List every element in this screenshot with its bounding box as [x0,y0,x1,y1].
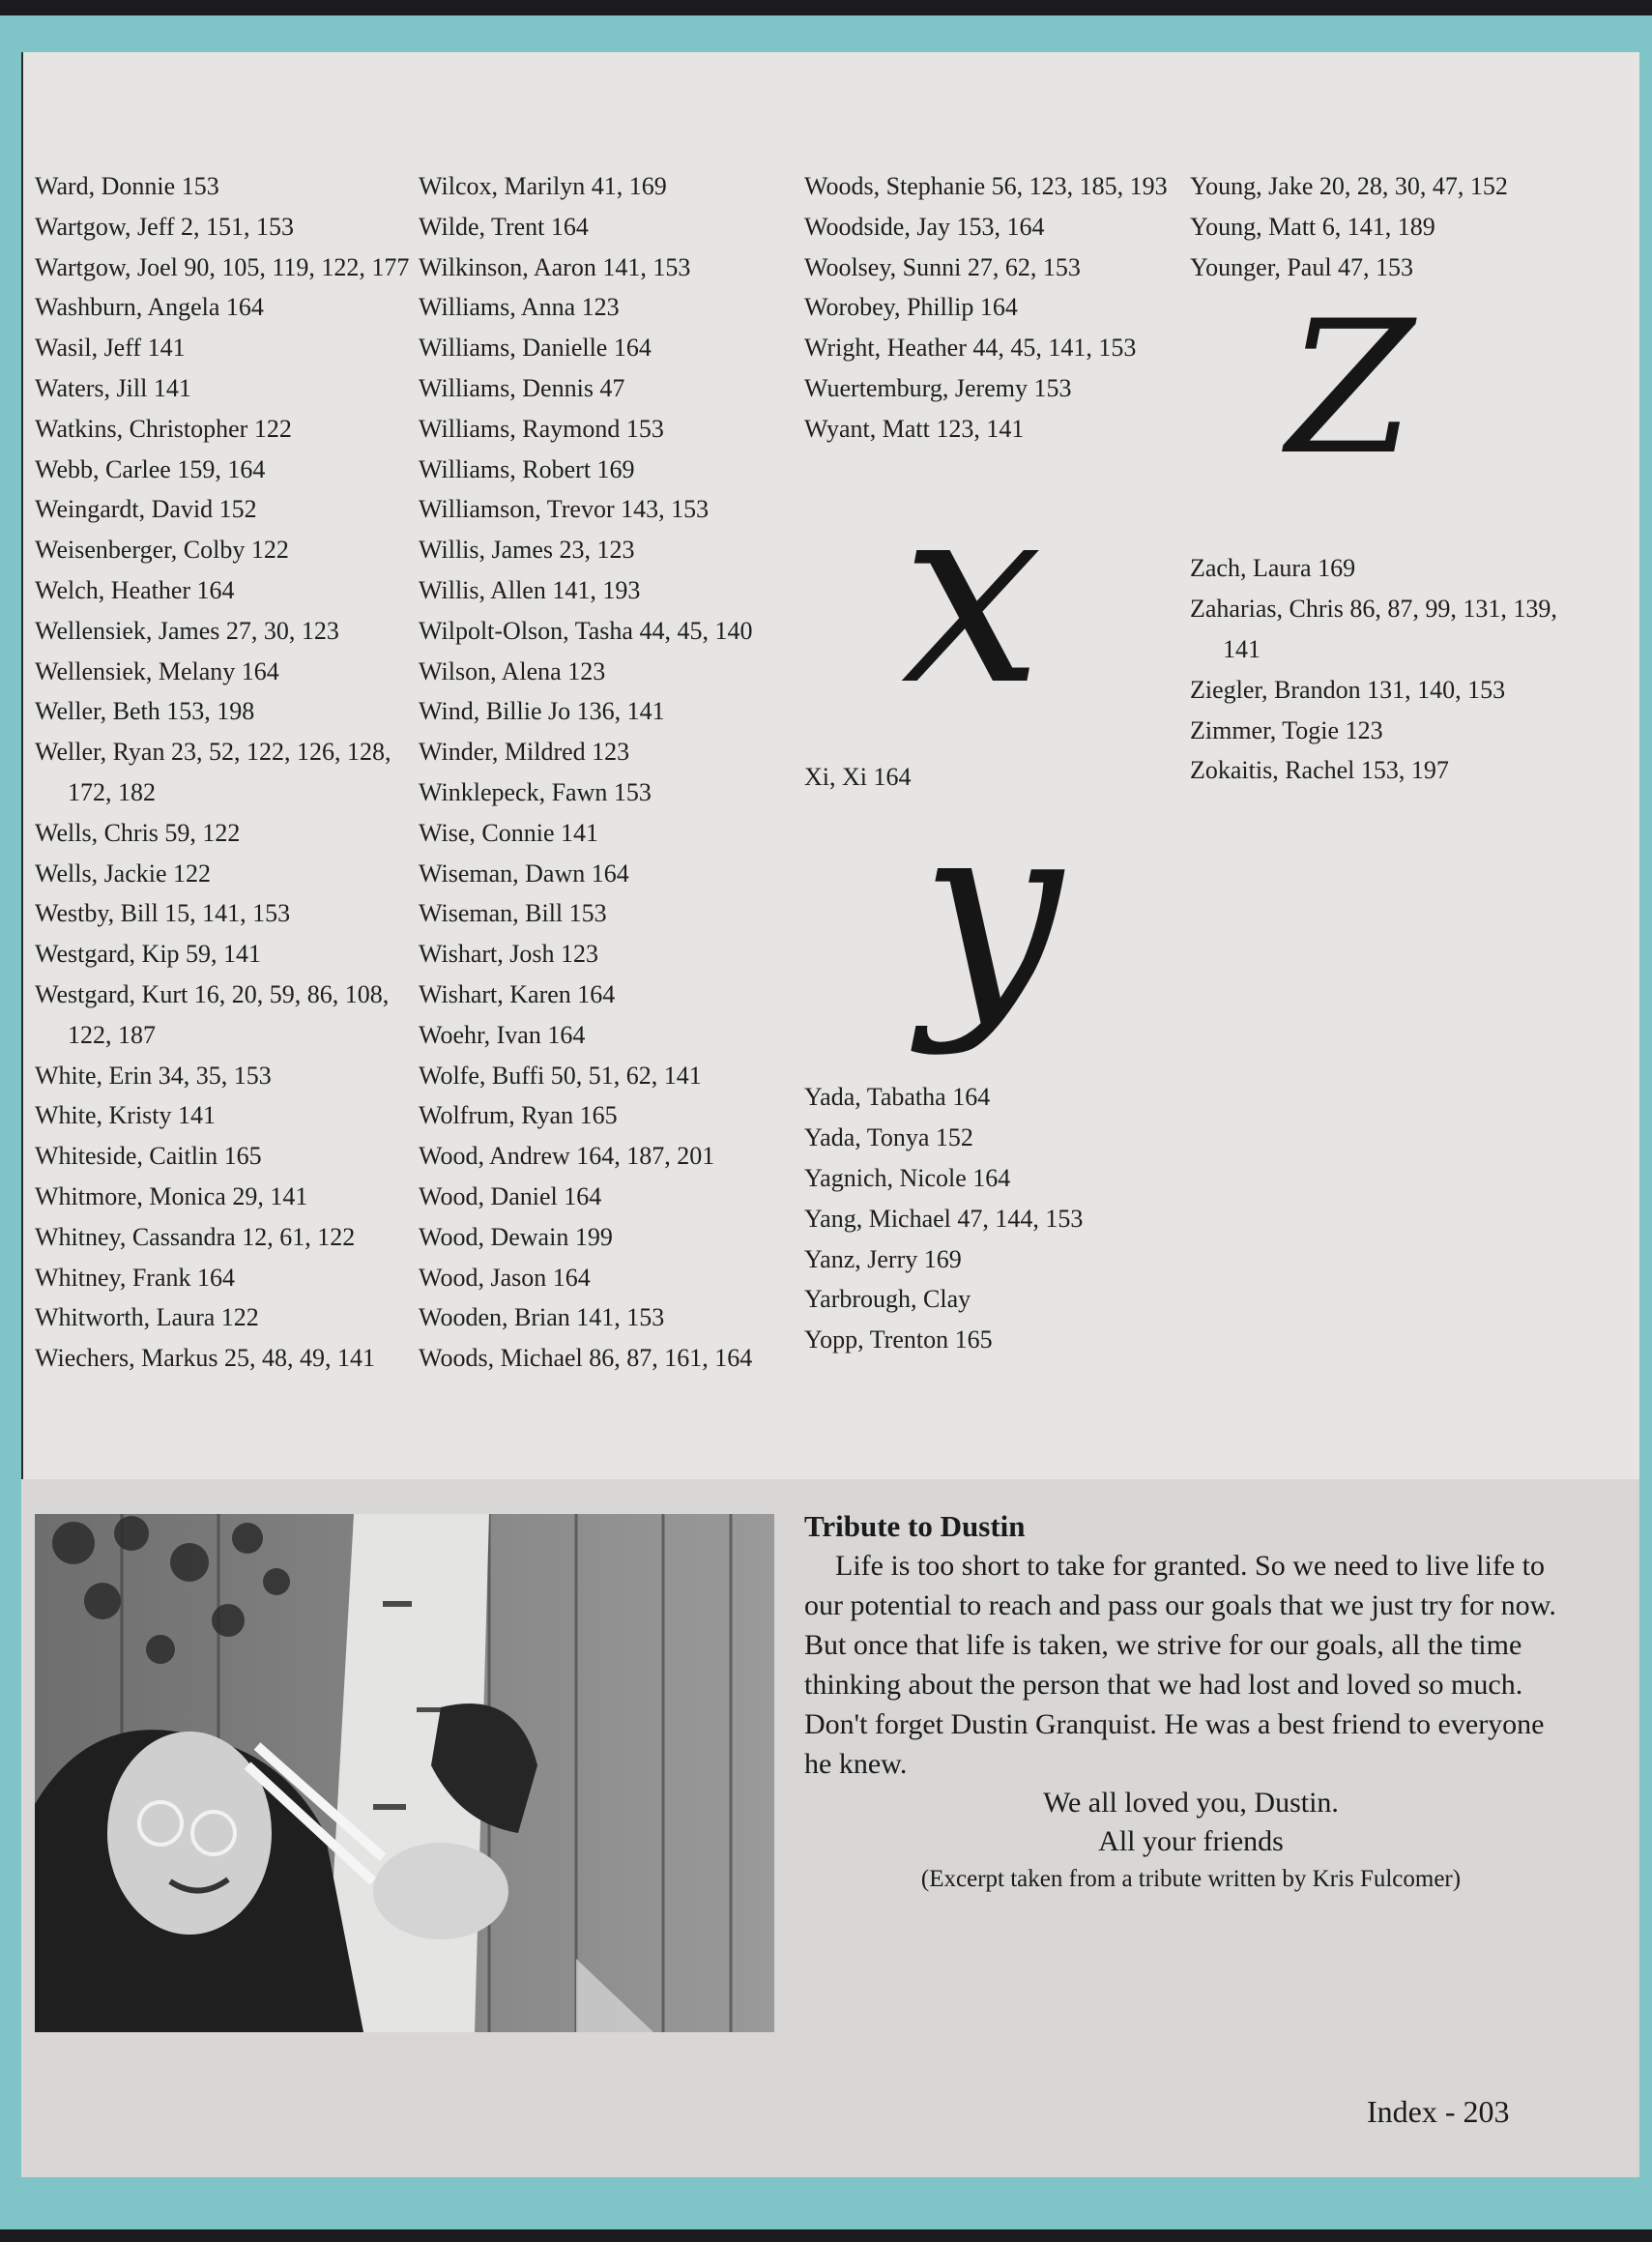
index-entry: Waters, Jill 141 [35,373,191,402]
index-entry: Wise, Connie 141 [419,818,598,847]
tribute-credit: (Excerpt taken from a tribute written by Kris Fulcomer) [920,1866,1462,1892]
index-entry: Westgard, Kurt 16, 20, 59, 86, 108, 122, 187 [35,979,390,1049]
index-entry: Whitney, Cassandra 12, 61, 122 [35,1222,356,1251]
index-entry: Washburn, Angela 164 [35,293,264,322]
tribute-signoff-2: All your friends [1098,1825,1284,1857]
section-letter-x: x [901,448,1043,741]
index-entry: Wyant, Matt 123, 141 [804,414,1025,443]
index-entry: Yada, Tabatha 164 [804,1083,991,1112]
index-entry: Winder, Mildred 123 [419,738,630,767]
index-column-1 [35,166,412,1379]
index-entry: Westgard, Kip 59, 141 [35,940,262,969]
index-entry: Xi, Xi 164 [804,762,912,791]
index-entry: Whitworth, Laura 122 [35,1303,259,1332]
index-entry: Webb, Carlee 159, 164 [35,454,266,483]
index-entry: Whitney, Frank 164 [35,1263,235,1292]
index-entry: Wright, Heather 44, 45, 141, 153 [804,334,1137,363]
index-entry: Ward, Donnie 153 [35,172,219,200]
index-entry: White, Erin 34, 35, 153 [35,1061,272,1090]
index-entry: Westby, Bill 15, 141, 153 [35,899,291,928]
index-entry: Wilpolt-Olson, Tasha 44, 45, 140 [419,616,753,645]
index-entry: Young, Matt 6, 141, 189 [1190,212,1435,241]
index-entry: Wooden, Brian 141, 153 [419,1303,665,1332]
y-entries-start [1190,166,1567,287]
index-entry: Weisenberger, Colby 122 [35,536,289,565]
index-entry: Woolsey, Sunni 27, 62, 153 [804,252,1081,281]
index-entry: Winklepeck, Fawn 153 [419,777,652,806]
index-entry: Wishart, Karen 164 [419,979,616,1008]
section-letter-z: Z [1287,281,1415,496]
index-page [21,52,1639,2177]
index-entry: Woods, Michael 86, 87, 161, 164 [419,1344,753,1373]
index-entry: Williamson, Trevor 143, 153 [419,495,710,524]
index-entry: Whiteside, Caitlin 165 [35,1142,262,1171]
index-entry: Wood, Andrew 164, 187, 201 [419,1142,715,1171]
index-entry: Williams, Anna 123 [419,293,620,322]
index-entry: Williams, Dennis 47 [419,373,625,402]
y-entries [804,1077,1181,1360]
index-entry: Wood, Jason 164 [419,1263,591,1292]
index-entry: Wilkinson, Aaron 141, 153 [419,252,691,281]
index-entry: Wartgow, Joel 90, 105, 119, 122, 177 [35,252,410,281]
index-column-2 [419,166,796,1379]
z-entries [1190,548,1567,791]
index-entry: Wiseman, Bill 153 [419,899,607,928]
index-entry: Yopp, Trenton 165 [804,1325,993,1354]
index-entry: Wellensiek, James 27, 30, 123 [35,616,339,645]
index-entry: Ziegler, Brandon 131, 140, 153 [1190,675,1506,704]
index-entry: Wilson, Alena 123 [419,656,606,685]
index-entry: Worobey, Phillip 164 [804,293,1018,322]
index-entry: Wasil, Jeff 141 [35,334,186,363]
index-entry: Weller, Beth 153, 198 [35,697,255,726]
index-entry: Welch, Heather 164 [35,575,235,604]
index-entry: Woodside, Jay 153, 164 [804,212,1045,241]
index-entry: Wiechers, Markus 25, 48, 49, 141 [35,1344,376,1373]
index-entry: Zach, Laura 169 [1190,554,1356,583]
index-entry: Wolfrum, Ryan 165 [419,1101,618,1130]
index-entry: White, Kristy 141 [35,1101,217,1130]
index-entry: Wellensiek, Melany 164 [35,656,279,685]
index-entry: Wiseman, Dawn 164 [419,859,629,888]
index-entry: Williams, Robert 169 [419,454,635,483]
index-entry: Yanz, Jerry 169 [804,1244,962,1273]
index-column-3 [804,166,1181,1360]
tribute-title: Tribute to Dustin [804,1509,1026,1543]
index-entry: Wolfe, Buffi 50, 51, 62, 141 [419,1061,702,1090]
index-entry: Yada, Tonya 152 [804,1123,973,1152]
index-entry: Yang, Michael 47, 144, 153 [804,1204,1084,1233]
index-entry: Woehr, Ivan 164 [419,1020,586,1049]
index-entry: Wells, Chris 59, 122 [35,818,241,847]
index-entry: Wind, Billie Jo 136, 141 [419,697,665,726]
index-entry: Wilcox, Marilyn 41, 169 [419,172,667,200]
index-entry: Weller, Ryan 23, 52, 122, 126, 128, 172, 182 [35,738,391,806]
index-entry: Wells, Jackie 122 [35,859,212,888]
index-entry: Yagnich, Nicole 164 [804,1163,1011,1192]
index-entry: Wilde, Trent 164 [419,212,589,241]
section-letter-y: y [920,767,1062,1060]
index-entry: Willis, James 23, 123 [419,536,635,565]
index-entry: Zokaitis, Rachel 153, 197 [1190,756,1449,785]
photo-image [35,1514,774,2032]
index-entry: Wood, Dewain 199 [419,1222,613,1251]
index-entry: Wuertemburg, Jeremy 153 [804,373,1072,402]
index-entry: Williams, Danielle 164 [419,334,652,363]
page-number: Index - 203 [1367,2094,1510,2129]
index-entry: Wartgow, Jeff 2, 151, 153 [35,212,294,241]
index-entry: Williams, Raymond 153 [419,414,664,443]
index-entry: Younger, Paul 47, 153 [1190,252,1414,281]
tribute-text [804,1507,1578,1898]
index-entry: Whitmore, Monica 29, 141 [35,1181,308,1210]
index-entry: Wood, Daniel 164 [419,1181,602,1210]
index-entry: Woods, Stephanie 56, 123, 185, 193 [804,172,1168,200]
index-entry: Wishart, Josh 123 [419,940,598,969]
index-entry: Zimmer, Togie 123 [1190,715,1383,744]
index-entry: Young, Jake 20, 28, 30, 47, 152 [1190,172,1508,200]
index-entry: Weingardt, David 152 [35,495,257,524]
w-entries-continued [804,166,1181,450]
index-column-4 [1190,166,1567,791]
tribute-body: Life is too short to take for granted. So we need to live life to our potential to reach and pass our goals that we just try for now. But once that life is taken, we strive for our goals, all the time thinking about the person that we had lost and loved so much. Don't forget Dustin Granquist. He was a best friend to everyone he knew. [804,1550,1556,1780]
index-entry: Watkins, Christopher 122 [35,414,292,443]
index-entry: Willis, Allen 141, 193 [419,575,641,604]
tribute-signoff-1: We all loved you, Dustin. [1043,1787,1339,1819]
index-entry: Zaharias, Chris 86, 87, 99, 131, 139, 141 [1190,595,1557,663]
index-entry: Yarbrough, Clay [804,1285,971,1314]
tribute-photo [35,1514,774,2032]
